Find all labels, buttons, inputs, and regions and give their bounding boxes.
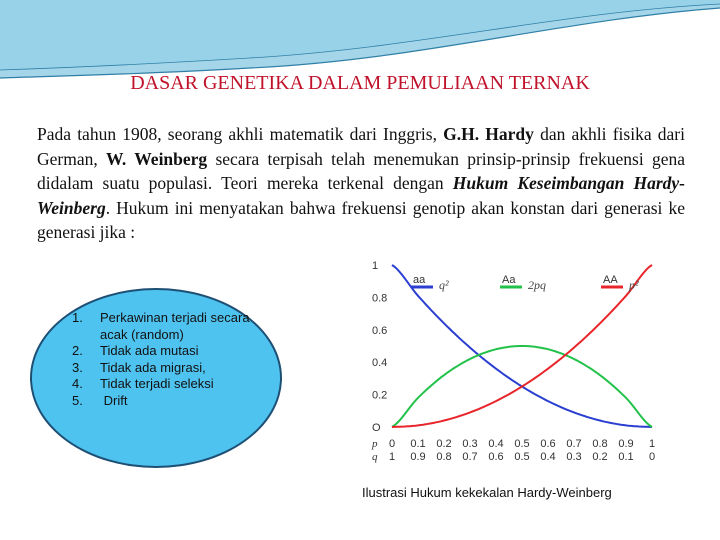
x-axis-label-alt: q <box>372 451 378 463</box>
name-weinberg: W. Weinberg <box>106 148 208 169</box>
law-name: Hukum Keseimbangan Hardy-Weinberg <box>37 173 685 218</box>
x-tick-label-alt: 0.2 <box>592 451 608 463</box>
x-tick-label: 0.1 <box>410 438 426 450</box>
list-number: 2. <box>72 343 83 358</box>
list-number: 3. <box>72 359 83 375</box>
conditions-list <box>72 310 272 409</box>
x-tick-label-alt: 0.3 <box>566 451 582 463</box>
x-tick-label: 0.9 <box>618 438 634 450</box>
paragraph-text: dan akhli fisika dari German, <box>37 124 685 169</box>
x-tick-label: 0.2 <box>436 438 452 450</box>
intro-paragraph <box>37 122 685 245</box>
chart-caption: Ilustrasi Hukum kekekalan Hardy-Weinberg <box>362 485 612 500</box>
list-text: Perkawinan terjadi secara acak (random) <box>100 310 250 342</box>
x-tick-label-alt: 0 <box>648 451 656 463</box>
page-title: DASAR GENETIKA DALAM PEMULIAAN TERNAK <box>130 72 590 94</box>
x-tick-label-alt: 0.1 <box>618 451 634 463</box>
list-text: Tidak terjadi seleksi <box>100 376 214 391</box>
x-tick-label: 1 <box>648 438 656 450</box>
x-tick-label-alt: 0.8 <box>436 451 452 463</box>
paragraph-text: . Hukum ini menyatakan bahwa frekuensi genotip akan konstan dari generasi ke generasi jika : <box>37 197 685 242</box>
list-number: 5. <box>72 392 83 408</box>
legend-genotype: Aa <box>502 274 516 286</box>
x-tick-label-alt: 0.6 <box>488 451 504 463</box>
x-tick-label-alt: 0.5 <box>514 451 530 463</box>
hardy-weinberg-chart <box>362 255 662 467</box>
paragraph-text: secara terpisah telah menemukan prinsip-prinsip frekuensi gena didalam suatu populasi. Teori mereka terkenal dengan <box>37 148 685 193</box>
list-number: 1. <box>72 310 83 325</box>
x-tick-label: 0.7 <box>566 438 582 450</box>
legend-label: 2pq <box>528 278 546 292</box>
y-tick-label: 0.2 <box>372 389 388 402</box>
x-tick-label: 0 <box>388 438 396 450</box>
legend-genotype: AA <box>603 274 618 286</box>
list-item <box>72 376 272 393</box>
x-tick-label-alt: 0.4 <box>540 451 556 463</box>
list-item <box>72 360 272 377</box>
list-text: Tidak ada migrasi, <box>100 359 206 375</box>
x-tick-label: 0.6 <box>540 438 556 450</box>
x-tick-label: 0.4 <box>488 438 504 450</box>
paragraph-text: Pada tahun 1908, seorang akhli matematik dari Inggris, <box>37 124 444 144</box>
x-tick-label: 0.8 <box>592 438 608 450</box>
y-tick-label: 0.8 <box>372 292 388 305</box>
x-tick-label-alt: 0.9 <box>410 451 426 463</box>
list-text: Drift <box>100 392 128 408</box>
x-tick-label: 0.3 <box>462 438 478 450</box>
list-item <box>72 343 272 360</box>
y-tick-label: O <box>372 422 381 434</box>
name-hardy: G.H. Hardy <box>443 124 534 144</box>
list-number: 4. <box>72 376 83 391</box>
legend-label: q² <box>439 278 449 292</box>
legend-genotype: aa <box>413 274 426 286</box>
x-tick-label-alt: 1 <box>388 451 396 463</box>
y-tick-label: 0.4 <box>372 357 388 370</box>
x-tick-label: 0.5 <box>514 438 530 450</box>
y-tick-label: 0.6 <box>372 324 388 337</box>
x-tick-label-alt: 0.7 <box>462 451 478 463</box>
list-item <box>72 310 272 343</box>
x-axis-label: p <box>372 438 378 450</box>
list-text: Tidak ada mutasi <box>100 343 199 358</box>
legend-label: p² <box>629 278 639 292</box>
y-tick-label: 1 <box>372 260 379 272</box>
list-item <box>72 393 272 410</box>
